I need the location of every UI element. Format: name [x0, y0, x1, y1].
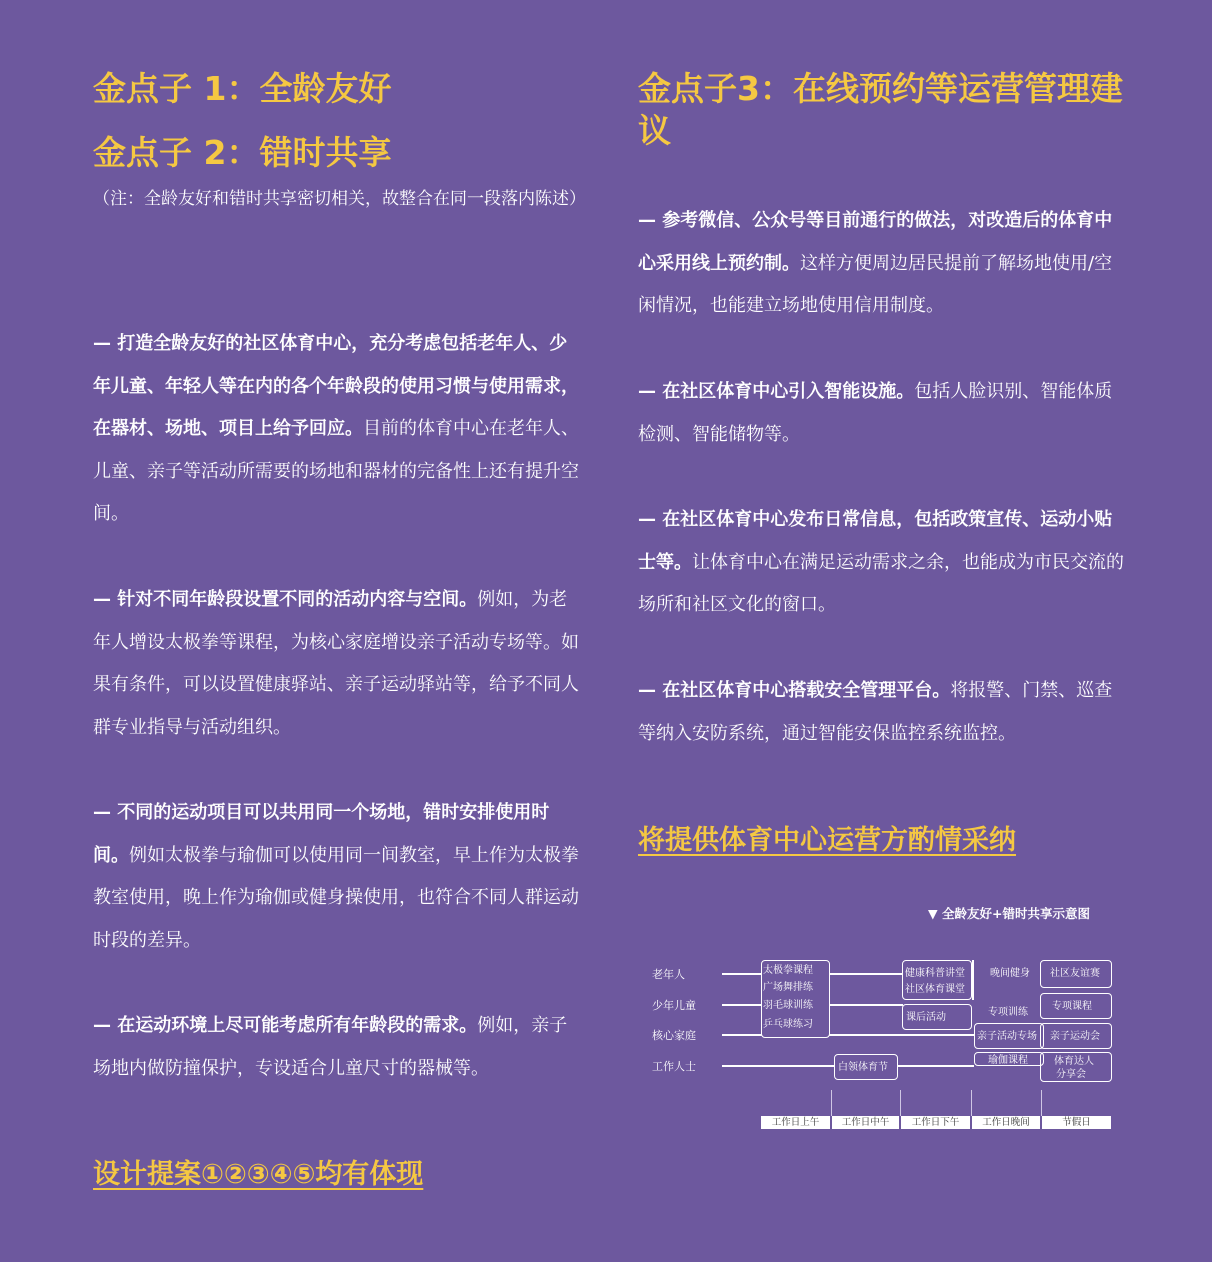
right-p1-bold: — 参考微信、公众号等目前通行的做法，对改造后的体育中心采用线上预约制。 [638, 210, 1113, 274]
left-p2-bold: — 针对不同年龄段设置不同的活动内容与空间。 [93, 589, 478, 610]
noon-item-white-collar: 白领体育节 [838, 1062, 888, 1073]
axis-weekday-afternoon: 工作日下午 [901, 1116, 970, 1129]
right-p2-bold: — 在社区体育中心引入智能设施。 [638, 381, 915, 402]
axis-holiday: 节假日 [1042, 1116, 1111, 1129]
right-p4-bold: — 在社区体育中心搭载安全管理平台。 [638, 680, 951, 701]
row-label-elderly: 老年人 [652, 968, 685, 981]
right-paragraph-1 [638, 200, 1128, 328]
diagram-caption: ▼ 全龄友好+错时共享示意图 [928, 906, 1090, 921]
right-p1-normal: 这样方便周边居民提前了解场地使用/空闲情况，也能建立场地使用信用制度。 [638, 252, 1113, 316]
left-paragraph-4 [93, 1005, 583, 1090]
line-workers-evening [898, 1065, 974, 1067]
morning-item-badminton: 羽毛球训练 [763, 1000, 813, 1011]
row-label-workers: 工作人士 [652, 1060, 696, 1073]
left-p1-normal: 目前的体育中心在老年人、儿童、亲子等活动所需要的场地和器材的完备性上还有提升空间。 [93, 418, 579, 524]
left-p4-bold: — 在运动环境上尽可能考虑所有年龄段的需求。 [93, 1015, 478, 1036]
holiday-item-special-course: 专项课程 [1052, 1001, 1092, 1012]
note-text: （注：全龄友好和错时共享密切相关，故整合在同一段落内陈述） [93, 189, 586, 209]
evening-item-family-session: 亲子活动专场 [977, 1031, 1037, 1042]
right-p3-normal: 让体育中心在满足运动需求之余，也能成为市民交流的场所和社区文化的窗口。 [638, 551, 1124, 615]
right-p4-normal: 将报警、门禁、巡查等纳入安防系统，通过智能安保监控系统监控。 [638, 680, 1113, 744]
morning-item-square-dance: 广场舞排练 [763, 982, 813, 993]
design-proposal-link[interactable]: 设计提案①②③④⑤均有体现 [93, 1159, 424, 1190]
holiday-item-sports-star: 体育达人 [1054, 1056, 1094, 1067]
evening-item-special-training: 专项训练 [988, 1007, 1028, 1018]
left-paragraph-2 [93, 579, 583, 749]
left-p4-normal: 例如，亲子场地内做防撞保护，专设适合儿童尺寸的器械等。 [93, 1015, 568, 1079]
evening-item-yoga: 瑜伽课程 [988, 1055, 1028, 1066]
left-p2-normal: 例如，为老年人增设太极拳等课程，为核心家庭增设亲子活动专场等。如果有条件，可以设置健康驿站、亲子运动驿站等，给予不同人群专业指导与活动组织。 [93, 589, 579, 738]
row-label-children: 少年儿童 [652, 999, 696, 1012]
left-paragraph-1 [93, 323, 583, 536]
line-family-evening [829, 1034, 974, 1036]
morning-item-taichi: 太极拳课程 [763, 965, 813, 976]
left-p3-bold: — 不同的运动项目可以共用同一个场地，错时安排使用时间。 [93, 802, 550, 866]
right-p3-bold: — 在社区体育中心发布日常信息，包括政策宣传、运动小贴士等。 [638, 509, 1113, 573]
line-children-morning [722, 1004, 762, 1006]
line-workers-noon [722, 1065, 834, 1067]
morning-item-pingpong: 乒乓球练习 [763, 1019, 813, 1030]
line-family-morning [722, 1034, 762, 1036]
afternoon-item-afterschool: 课后活动 [906, 1012, 946, 1023]
axis-weekday-morning: 工作日上午 [761, 1116, 830, 1129]
time-divider-2 [900, 1090, 901, 1116]
title-golden-idea-2: 金点子 2：错时共享 [93, 133, 392, 172]
axis-weekday-noon: 工作日中午 [832, 1116, 899, 1129]
line-elderly-morning [722, 973, 762, 975]
line-children-afternoon [829, 1004, 903, 1006]
row-label-family: 核心家庭 [652, 1029, 696, 1042]
axis-weekday-evening: 工作日晚间 [972, 1116, 1040, 1129]
right-paragraph-4 [638, 670, 1128, 755]
left-p1-bold: — 打造全龄友好的社区体育中心，充分考虑包括老年人、少年儿童、年轻人等在内的各个年龄段的使用习惯与使用需求，在器材、场地、项目上给予回应。 [93, 333, 579, 439]
evening-item-fitness: 晚间健身 [990, 968, 1030, 979]
left-paragraph-3 [93, 792, 583, 962]
title-golden-idea-1: 金点子 1：全龄友好 [93, 69, 392, 108]
operator-adopt-link[interactable]: 将提供体育中心运营方酌情采纳 [638, 825, 1016, 856]
holiday-item-friendly-match: 社区友谊赛 [1050, 968, 1100, 979]
time-divider-3 [971, 1090, 972, 1116]
left-p3-normal: 例如太极拳与瑜伽可以使用同一间教室，早上作为太极拳教室使用，晚上作为瑜伽或健身操使用，也符合不同人群运动时段的差异。 [93, 844, 579, 951]
evening-divider [972, 960, 974, 1000]
afternoon-item-health-lecture: 健康科普讲堂 [905, 968, 965, 979]
right-p2-normal: 包括人脸识别、智能体质检测、智能储物等。 [638, 381, 1113, 445]
time-divider-4 [1041, 1090, 1042, 1116]
holiday-item-sharing-session: 分享会 [1056, 1069, 1086, 1080]
right-paragraph-3 [638, 499, 1128, 627]
line-elderly-afternoon [829, 973, 903, 975]
afternoon-item-sports-class: 社区体育课堂 [905, 984, 965, 995]
time-divider-1 [831, 1090, 832, 1116]
right-paragraph-2 [638, 371, 1128, 456]
holiday-item-family-games: 亲子运动会 [1050, 1031, 1100, 1042]
title-golden-idea-3: 金点子3：在线预约等运营管理建议 [638, 69, 1123, 150]
